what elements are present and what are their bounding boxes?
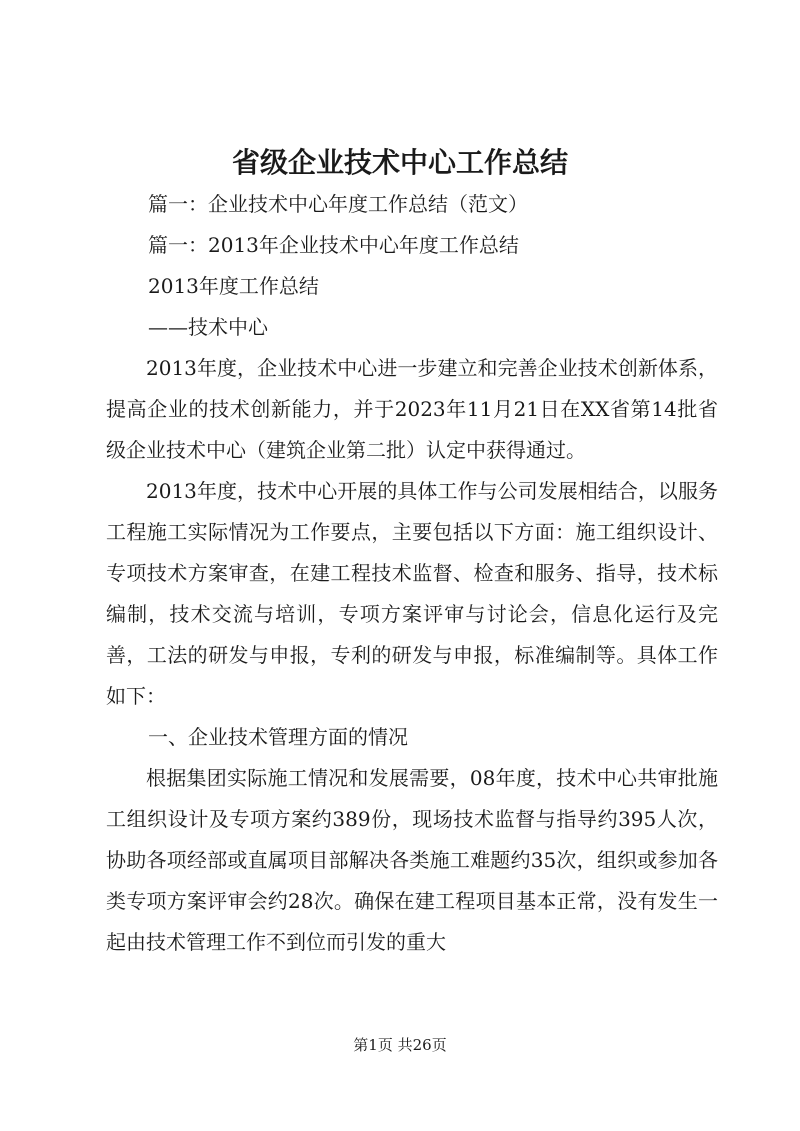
subtitle-line: ——技术中心 — [148, 315, 268, 339]
subtitle-line: 2013年度工作总结 — [148, 274, 319, 298]
body-paragraph: 2013年度，技术中心开展的具体工作与公司发展相结合，以服务工程施工实际情况为工作要点，主要包括以下方面：施工组织设计、专项技术方案审查，在建工程技术监督、检查和服务、指导，技术标编制，技术交流与培训，专项方案评审与讨论会，信息化运行及完善，工法的研发与申报，专利的研发与申报，标准编制等。具体工作如下： — [106, 479, 718, 708]
section-heading: 一、企业技术管理方面的情况 — [148, 725, 408, 749]
subtitle-line: 篇一：企业技术中心年度工作总结（范文） — [148, 192, 528, 216]
body-paragraph: 根据集团实际施工情况和发展需要，08年度，技术中心共审批施工组织设计及专项方案约389份，现场技术监督与指导约395人次，协助各项经部或直属项目部解决各类施工难题约35次，组织或参加各类专项方案评审会约28次。确保在建工程项目基本正常，没有发生一起由技术管理工作不到位而引发的重大 — [106, 766, 718, 954]
document-title: 省级企业技术中心工作总结 — [231, 146, 568, 179]
document-body — [106, 184, 718, 963]
page-number-footer: 第1页 共26页 — [353, 1036, 447, 1054]
subtitle-line: 篇一：2013年企业技术中心年度工作总结 — [148, 233, 519, 257]
body-paragraph: 2013年度，企业技术中心进一步建立和完善企业技术创新体系，提高企业的技术创新能力，并于2023年11月21日在XX省第14批省级企业技术中心（建筑企业第二批）认定中获得通过。 — [106, 356, 718, 462]
